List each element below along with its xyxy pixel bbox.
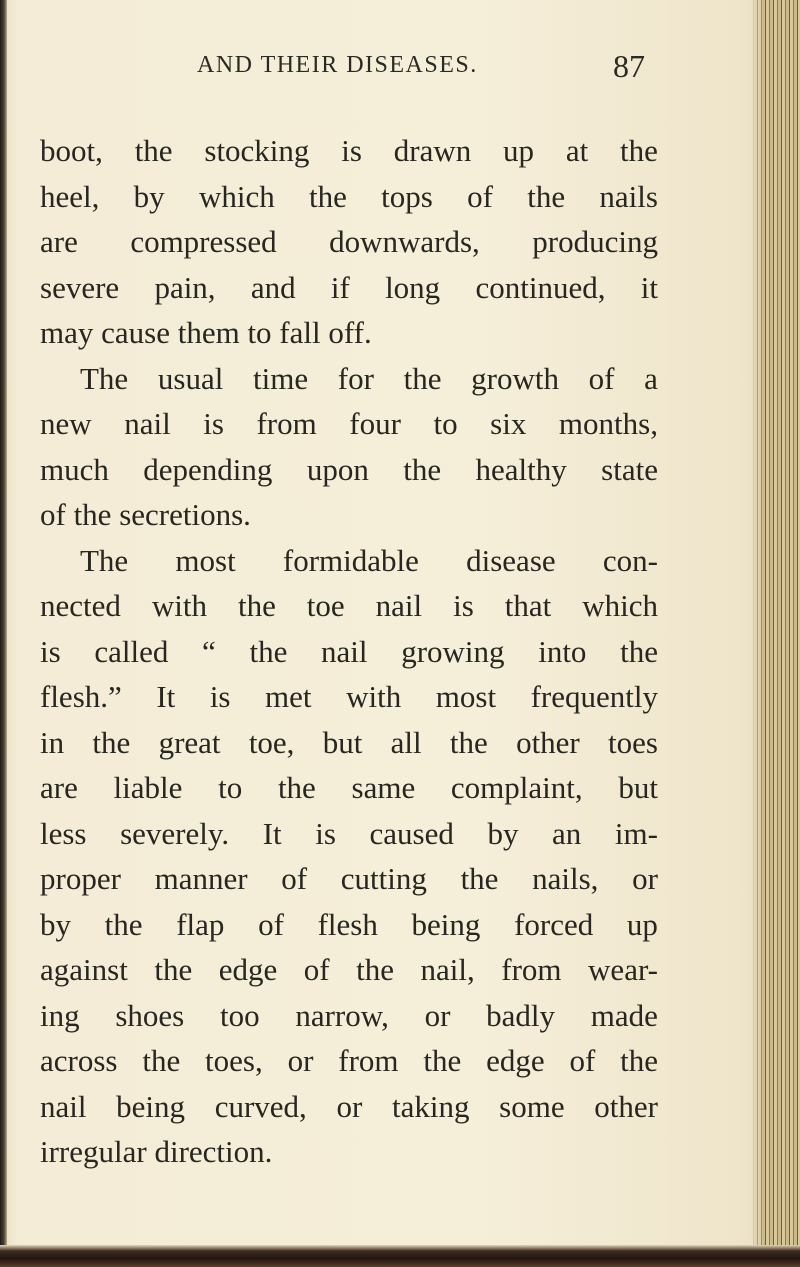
- text-line: nail being curved, or taking some other: [40, 1088, 658, 1124]
- text-line: are liable to the same complaint, but: [40, 770, 658, 805]
- text-line: irregular direction.: [40, 1134, 273, 1169]
- running-head: AND THEIR DISEASES.: [197, 52, 478, 78]
- text-line: The usual time for the growth of a: [80, 360, 658, 396]
- text-line: against the edge of the nail, from wear-: [40, 952, 658, 987]
- text-line: are compressed downwards, producing: [40, 224, 658, 259]
- text-line: is called “ the nail growing into the: [40, 633, 658, 669]
- text-line: much depending upon the healthy state: [40, 451, 658, 487]
- page-edges: [750, 0, 800, 1267]
- text-line: flesh.” It is met with most frequently: [40, 679, 658, 714]
- page-number: 87: [613, 48, 645, 84]
- text-line: proper manner of cutting the nails, or: [40, 861, 658, 896]
- text-line: heel, by which the tops of the nails: [40, 178, 658, 214]
- text-line: less severely. It is caused by an im-: [40, 815, 658, 851]
- page-header: [0, 48, 740, 92]
- text-line: by the flap of flesh being forced up: [40, 906, 658, 942]
- text-line: may cause them to fall off.: [40, 315, 372, 350]
- text-line: in the great toe, but all the other toes: [40, 724, 658, 760]
- text-line: The most formidable disease con-: [80, 542, 658, 578]
- body-text: [40, 128, 658, 1175]
- text-line: nected with the toe nail is that which: [40, 588, 658, 623]
- text-line: ing shoes too narrow, or badly made: [40, 997, 658, 1033]
- text-line: across the toes, or from the edge of the: [40, 1043, 658, 1078]
- text-line: severe pain, and if long continued, it: [40, 269, 658, 305]
- text-line: new nail is from four to six months,: [40, 406, 658, 441]
- bottom-edge: [0, 1245, 800, 1267]
- text-line: boot, the stocking is drawn up at the: [40, 133, 658, 168]
- text-line: of the secretions.: [40, 497, 251, 532]
- binding-edge: [0, 0, 7, 1267]
